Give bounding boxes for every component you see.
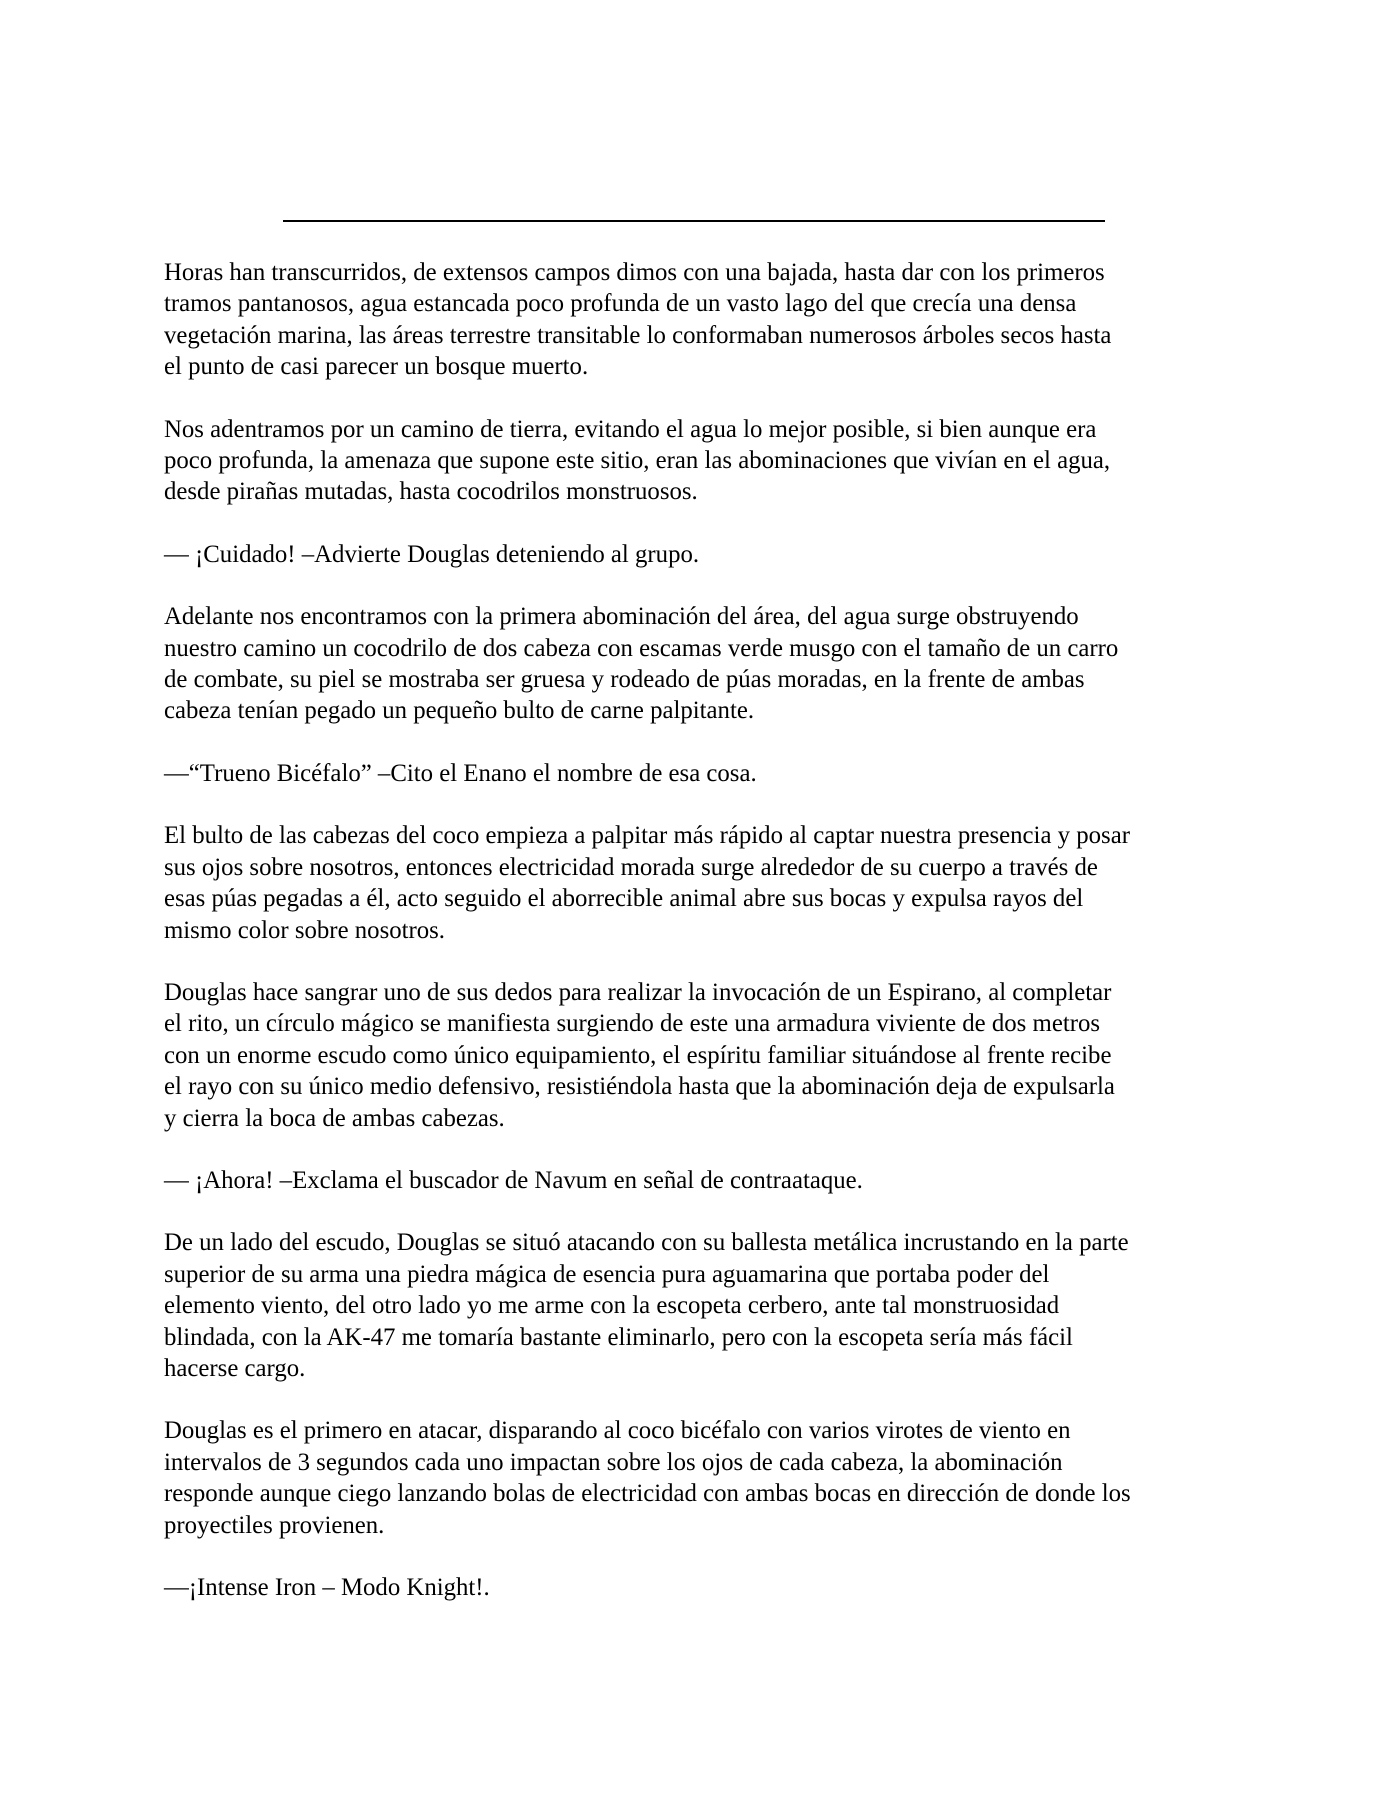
top-horizontal-rule bbox=[283, 220, 1105, 222]
paragraph-4: El bulto de las cabezas del coco empieza a palpitar más rápido al captar nuestra presencia y posar sus ojos sobre nosotros, entonces electricidad morada surge alrededor de su cuerpo a través de esas púas pegadas a él, acto seguido el aborrecible animal abre sus bocas y expulsa rayos del mismo color sobre nosotros. bbox=[164, 822, 1130, 944]
paragraph-2: Nos adentramos por un camino de tierra, evitando el agua lo mejor posible, si bien aunque era poco profunda, la amenaza que supone este sitio, eran las abominaciones que vivían en el agua, desde pirañas mutadas, hasta cocodrilos monstruosos. bbox=[164, 415, 1111, 506]
paragraph-6: De un lado del escudo, Douglas se situó atacando con su ballesta metálica incrustando en la parte superior de su arma una piedra mágica de esencia pura aguamarina que portaba poder del elemento viento, del otro lado yo me arme con la escopeta cerbero, ante tal monstruosidad blindada, con la AK-47 me tomaría bastante eliminarlo, pero con la escopeta sería más fácil hacerse cargo. bbox=[164, 1229, 1129, 1382]
paragraph-3: Adelante nos encontramos con la primera abominación del área, del agua surge obstruyendo nuestro camino un cocodrilo de dos cabeza con escamas verde musgo con el tamaño de un carro de combate, su piel se mostraba ser gruesa y rodeado de púas moradas, en la frente de ambas cabeza tenían pegado un pequeño bulto de carne palpitante. bbox=[164, 603, 1119, 725]
dialogue-line-3: — ¡Ahora! –Exclama el buscador de Navum en señal de contraataque. bbox=[164, 1166, 863, 1194]
dialogue-line-2: —“Trueno Bicéfalo” –Cito el Enano el nombre de esa cosa. bbox=[164, 759, 757, 787]
dialogue-line-1: — ¡Cuidado! –Advierte Douglas deteniendo al grupo. bbox=[164, 540, 700, 568]
paragraph-7: Douglas es el primero en atacar, disparando al coco bicéfalo con varios virotes de viento en intervalos de 3 segundos cada uno impactan sobre los ojos de cada cabeza, la abominación responde aunque ciego lanzando bolas de electricidad con ambas bocas en dirección de donde los proyectiles provienen. bbox=[164, 1417, 1131, 1539]
paragraph-1: Horas han transcurridos, de extensos campos dimos con una bajada, hasta dar con los primeros tramos pantanosos, agua estancada poco profunda de un vasto lago del que crecía una densa vegetación marina, las áreas terrestre transitable lo conformaban numerosos árboles secos hasta el punto de casi parecer un bosque muerto. bbox=[164, 259, 1112, 381]
paragraph-5: Douglas hace sangrar uno de sus dedos para realizar la invocación de un Espirano, al completar el rito, un círculo mágico se manifiesta surgiendo de este una armadura viviente de dos metros con un enorme escudo como único equipamiento, el espíritu familiar situándose al frente recibe el rayo con su único medio defensivo, resistiéndola hasta que la abominación deja de expulsarla y cierra la boca de ambas cabezas. bbox=[164, 978, 1115, 1132]
body-text bbox=[164, 257, 1244, 1603]
dialogue-line-4: —¡Intense Iron – Modo Knight!. bbox=[164, 1574, 490, 1601]
